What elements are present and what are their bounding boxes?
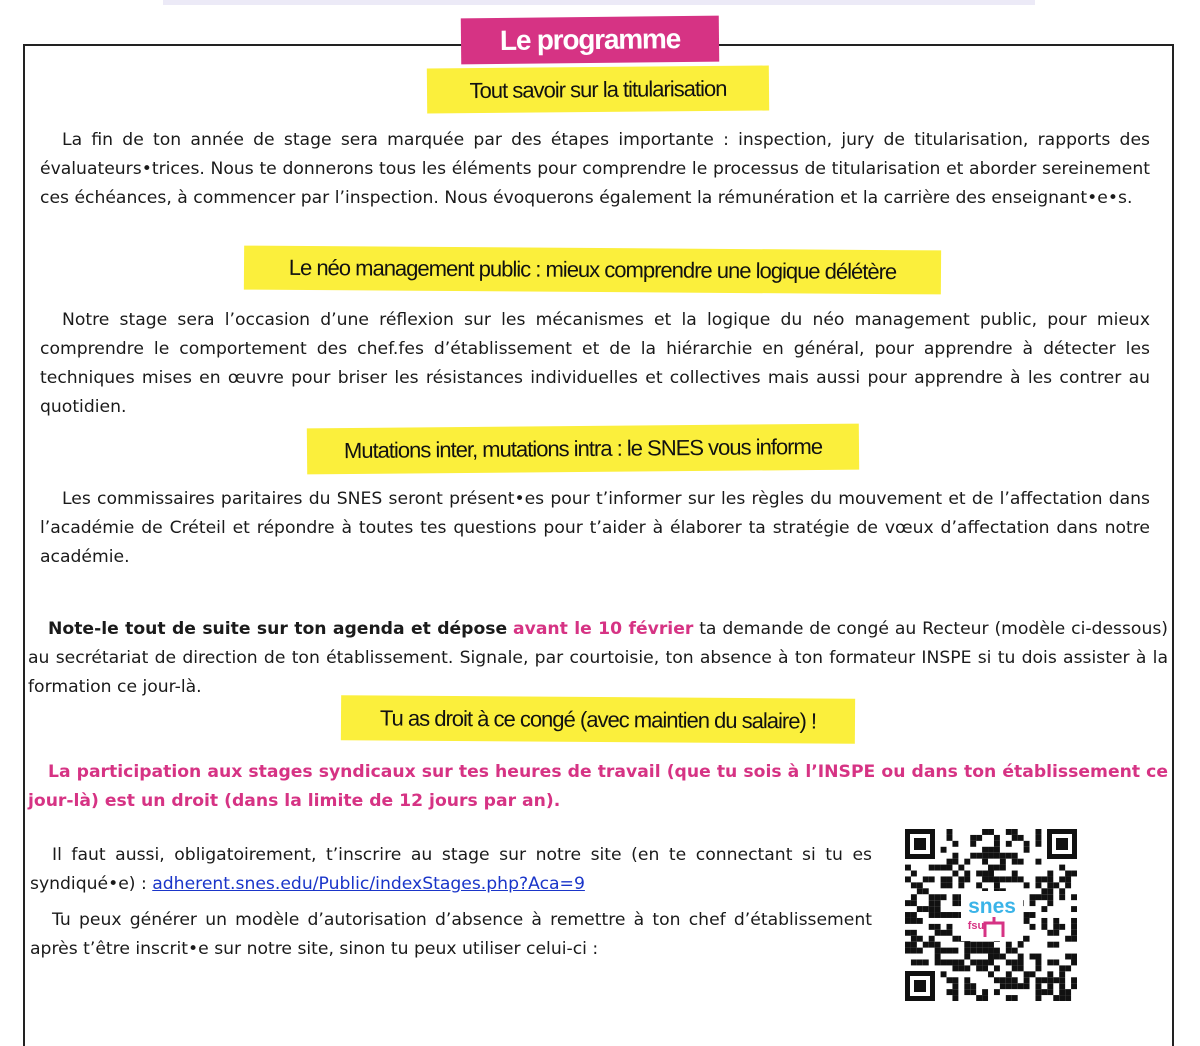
right-heading: Tu as droit à ce congé (avec maintien du salaire) ! [341, 695, 855, 744]
section-text-neo-management: Notre stage sera l’occasion d’une réflexion sur les mécanismes et la logique du néo management public, pour mieux comprendre le comportement des chef.fes d’établissement et de la hiérarchie en général, pour apprendre à détecter les techniques mises en œuvre pour briser les résistances individuelles et collectives mais aussi pour apprendre à les contrer au quotidien. [40, 310, 1150, 417]
section-text-titularisation: La fin de ton année de stage sera marquée par des étapes importante : inspection, jury de titularisation, rapports des évaluateurs•trices. Nous te donnerons tous les éléments pour comprendre le processus de titularisation et aborder sereinement ces échéances, à commencer par l’inspection. Nous évoquerons également la rémunération et la carrière des enseignant•e•s. [40, 130, 1150, 208]
right-statement: La participation aux stages syndicaux sur tes heures de travail (que tu sois à l’INSPE ou dans ton établissement ce jour-là) est un droit (dans la limite de 12 jours par an). [28, 762, 1168, 811]
section-heading-mutations: Mutations inter, mutations intra : le SNES vous informe [307, 424, 859, 475]
section-text-mutations: Les commissaires paritaires du SNES seront présent•es pour t’informer sur les règles du mouvement et de l’affectation dans l’académie de Créteil et répondre à toutes tes questions pour t’aider à élaborer ta stratégie de vœux d’affectation dans notre académie. [40, 489, 1150, 567]
template-text: Tu peux générer un modèle d’autorisation d’absence à remettre à ton chef d’établissement après t’être inscrit•e sur notre site, sinon tu peux utiliser celui-ci : [30, 910, 872, 959]
deadline-note [28, 615, 1168, 702]
fsu-logo: fsu [967, 920, 985, 932]
register-text: Il faut aussi, obligatoirement, t’inscrire au stage sur notre site (en te connectant si tu es syndiqué•e) : adherent.snes.edu/Public/indexStages.php?Aca=9 [30, 845, 872, 894]
note-lead: Note-le tout de suite sur ton agenda et dépose [48, 619, 508, 639]
top-strip [163, 0, 1035, 5]
qr-code [905, 829, 1077, 1001]
page-title: Le programme [499, 23, 681, 56]
register-link[interactable]: adherent.snes.edu/Public/indexStages.php?Aca=9 [152, 874, 585, 894]
snes-logo: snes [968, 895, 1016, 918]
section-heading-titularisation: Tout savoir sur la titularisation [427, 66, 769, 114]
section-heading-neo-management: Le néo management public : mieux comprendre une logique délétère [244, 246, 941, 295]
title-banner [461, 16, 719, 65]
note-deadline: avant le 10 février [513, 619, 694, 639]
note-rest: ta demande de congé au Recteur (modèle ci-dessous) au secrétariat de direction de ton établissement. Signale, par courtoisie, ton absence à ton formateur INSPE si tu dois assister à la formation ce jour-là. [28, 619, 1169, 697]
